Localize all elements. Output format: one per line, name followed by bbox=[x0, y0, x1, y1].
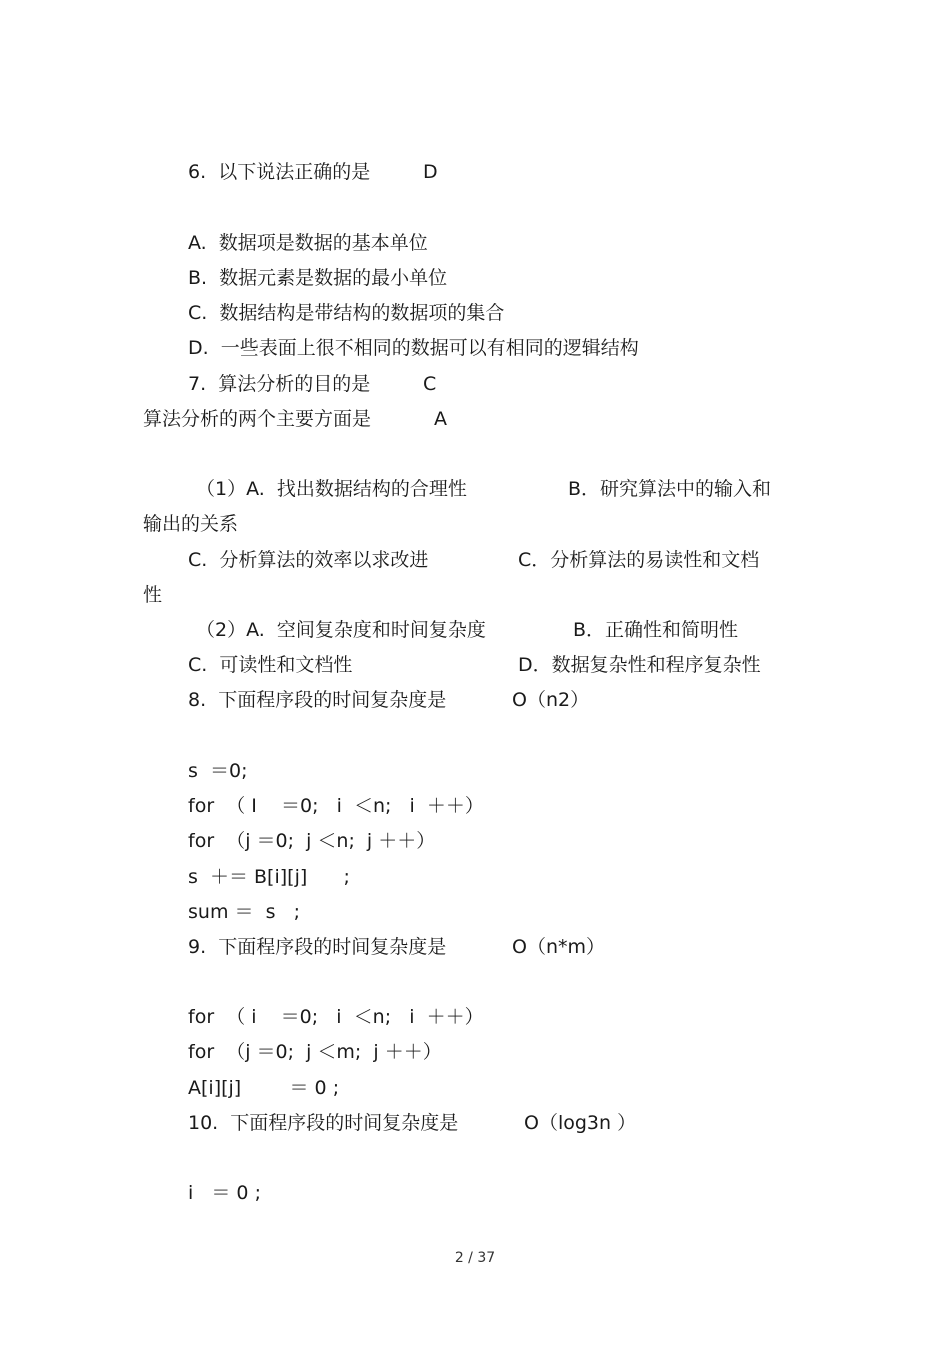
question-7-answer-2: A bbox=[434, 408, 447, 430]
question-9-stem: 9. 下面程序段的时间复杂度是 bbox=[188, 936, 447, 958]
question-6-option-b: B. 数据元素是数据的最小单位 bbox=[188, 267, 448, 289]
question-8-code-line: s ＋＝ B[i][j] ; bbox=[188, 866, 350, 888]
question-9-answer: O（n*m） bbox=[512, 936, 606, 958]
question-7-answer: C bbox=[423, 373, 437, 395]
question-6-option-a: A. 数据项是数据的基本单位 bbox=[188, 232, 428, 254]
page-number: 2 / 37 bbox=[454, 1250, 496, 1266]
question-8-code-line: sum ＝ s ; bbox=[188, 901, 300, 923]
question-10-answer: O（log3n ） bbox=[524, 1112, 637, 1134]
question-8-stem: 8. 下面程序段的时间复杂度是 bbox=[188, 689, 447, 711]
question-7-part2-option-d: D．数据复杂性和程序复杂性 bbox=[518, 654, 761, 676]
question-7-part1-option-d: C．分析算法的易读性和文档 bbox=[518, 549, 760, 571]
question-9-code-line: for （j ＝0; j ＜m; j ＋＋） bbox=[188, 1041, 442, 1063]
question-7-part2-option-b: B．正确性和简明性 bbox=[573, 619, 739, 641]
question-6-stem: 6. 以下说法正确的是 bbox=[188, 161, 371, 183]
question-8-code-line: s ＝0; bbox=[188, 760, 248, 782]
question-10-stem: 10. 下面程序段的时间复杂度是 bbox=[188, 1112, 459, 1134]
question-7-part1-option-d-cont: 性 bbox=[143, 584, 163, 606]
question-7-part1-option-c: C. 分析算法的效率以求改进 bbox=[188, 549, 429, 571]
question-6-option-c: C. 数据结构是带结构的数据项的集合 bbox=[188, 302, 505, 324]
question-8-answer: O（n2） bbox=[512, 689, 590, 711]
question-6-option-d: D. 一些表面上很不相同的数据可以有相同的逻辑结构 bbox=[188, 337, 639, 359]
question-7-part1-option-a: （1）A. 找出数据结构的合理性 bbox=[196, 478, 467, 500]
question-7-part2-option-a: （2）A. 空间复杂度和时间复杂度 bbox=[196, 619, 486, 641]
question-7-part1-option-b-cont: 输出的关系 bbox=[143, 513, 239, 535]
question-7-part2-option-c: C. 可读性和文档性 bbox=[188, 654, 353, 676]
question-10-code-line: i ＝ 0 ; bbox=[188, 1182, 261, 1204]
question-9-code-line: A[i][j] ＝ 0 ; bbox=[188, 1077, 340, 1099]
question-9-code-line: for （ i ＝0; i ＜n; i ＋＋） bbox=[188, 1006, 484, 1028]
question-8-code-line: for （j ＝0; j ＜n; j ＋＋） bbox=[188, 830, 436, 852]
question-8-code-line: for （ I ＝0; i ＜n; i ＋＋） bbox=[188, 795, 484, 817]
question-7-part1-option-b: B．研究算法中的输入和 bbox=[568, 478, 772, 500]
question-7-stem-2: 算法分析的两个主要方面是 bbox=[143, 408, 372, 430]
question-6-answer: D bbox=[423, 161, 438, 183]
question-7-stem: 7. 算法分析的目的是 bbox=[188, 373, 371, 395]
